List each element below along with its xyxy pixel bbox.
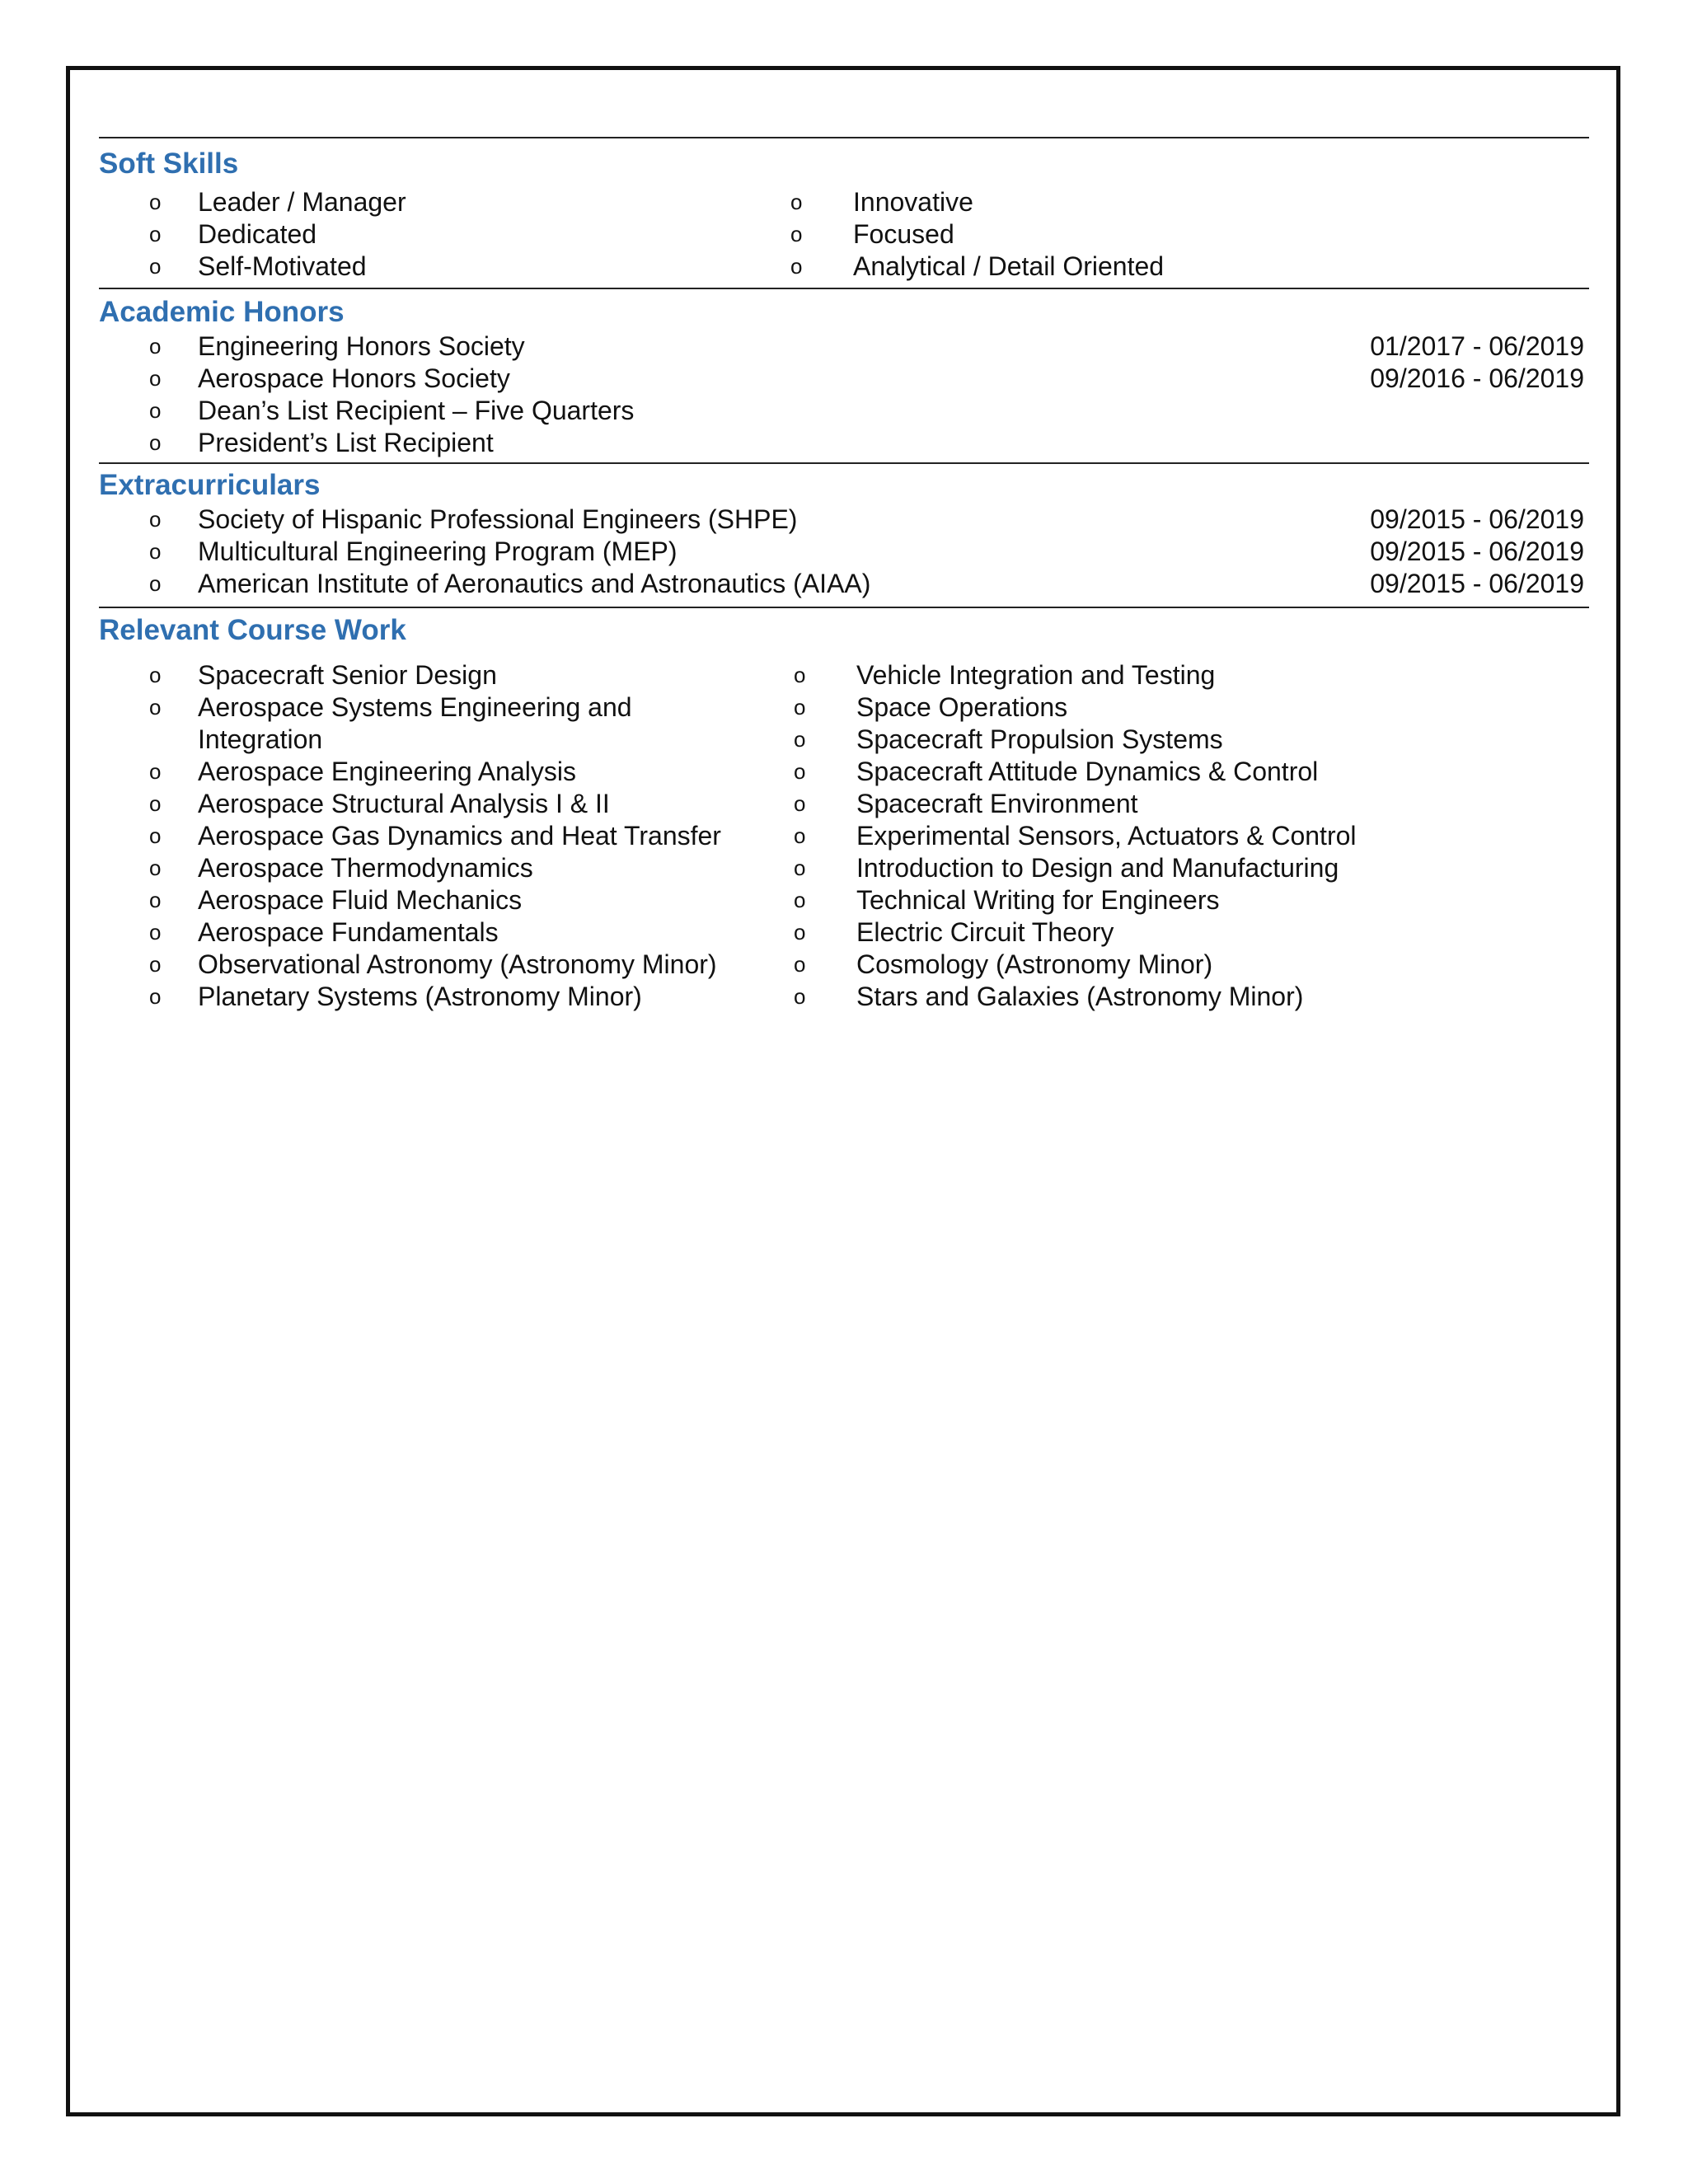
- list-item: [99, 691, 795, 756]
- item-label: Technical Writing for Engineers: [856, 885, 1220, 915]
- item-label: Space Operations: [856, 692, 1068, 722]
- coursework-section: [99, 612, 1589, 1013]
- list-item: [99, 427, 1589, 459]
- bullet-icon: o: [149, 190, 162, 214]
- item-date: 09/2016 - 06/2019: [1370, 363, 1584, 393]
- bullet-icon: o: [149, 254, 162, 279]
- item-label: Aerospace Fluid Mechanics: [198, 885, 523, 915]
- bullet-icon: o: [149, 222, 162, 246]
- soft-skills-columns: [99, 186, 1589, 283]
- bullet-icon: o: [794, 920, 806, 944]
- bullet-icon: o: [790, 222, 803, 246]
- list-item: [794, 916, 1587, 949]
- bullet-icon: o: [149, 398, 162, 423]
- item-label: Analytical / Detail Oriented: [853, 251, 1165, 281]
- bullet-icon: o: [794, 663, 806, 687]
- list-item: [99, 788, 795, 820]
- section-title: Relevant Course Work: [99, 614, 406, 646]
- list-item: [790, 186, 1584, 218]
- item-label: Aerospace Honors Society: [198, 363, 510, 393]
- bullet-icon: o: [794, 855, 806, 880]
- bullet-icon: o: [794, 695, 806, 719]
- list-item: [790, 218, 1584, 251]
- item-label: Aerospace Gas Dynamics and Heat Transfer: [198, 821, 721, 851]
- list-item: [794, 981, 1587, 1013]
- bullet-icon: o: [794, 888, 806, 912]
- list-item: [794, 756, 1587, 788]
- item-label: Engineering Honors Society: [198, 331, 525, 361]
- item-label: Vehicle Integration and Testing: [856, 660, 1216, 690]
- list-item: [99, 852, 795, 884]
- item-date: [1584, 427, 1589, 459]
- list-item: [99, 916, 795, 949]
- item-label: Spacecraft Propulsion Systems: [856, 724, 1223, 754]
- bullet-icon: o: [149, 539, 162, 564]
- section-divider: [99, 607, 1589, 608]
- item-label: Society of Hispanic Professional Engineers (SHPE): [198, 504, 798, 534]
- soft-skills-section: [99, 145, 1589, 283]
- list-item: [794, 884, 1587, 916]
- list-item: [99, 884, 795, 916]
- item-date: 09/2015 - 06/2019: [1370, 504, 1584, 534]
- item-label: Introduction to Design and Manufacturing: [856, 853, 1339, 883]
- list-item: [99, 820, 795, 852]
- list-item: [99, 186, 795, 218]
- list-item: [794, 788, 1587, 820]
- item-label: Cosmology (Astronomy Minor): [856, 949, 1213, 979]
- item-label: Dean’s List Recipient – Five Quarters: [198, 396, 635, 425]
- bullet-icon: o: [149, 952, 162, 977]
- section-divider: [99, 462, 1589, 464]
- bullet-icon: o: [794, 984, 806, 1009]
- item-label: Aerospace Fundamentals: [198, 917, 499, 947]
- bullet-icon: o: [149, 888, 162, 912]
- item-label: Planetary Systems (Astronomy Minor): [198, 982, 642, 1011]
- item-date: [1584, 395, 1589, 427]
- item-label: Aerospace Thermodynamics: [198, 853, 533, 883]
- soft-skills-left: [99, 186, 795, 283]
- item-label: Self-Motivated: [198, 251, 367, 281]
- list-item: [99, 659, 795, 691]
- bullet-icon: o: [149, 334, 162, 359]
- list-item: [99, 218, 795, 251]
- item-label: Spacecraft Environment: [856, 789, 1138, 818]
- list-item: [99, 330, 1589, 363]
- coursework-right: [794, 659, 1587, 1013]
- item-label: American Institute of Aeronautics and Astronautics (AIAA): [198, 569, 871, 598]
- bullet-icon: o: [149, 695, 162, 719]
- item-date: 01/2017 - 06/2019: [1370, 331, 1584, 361]
- item-label: Spacecraft Senior Design: [198, 660, 497, 690]
- item-label: Experimental Sensors, Actuators & Control: [856, 821, 1357, 851]
- section-title: Extracurriculars: [99, 469, 321, 501]
- bullet-icon: o: [149, 366, 162, 391]
- section-divider: [99, 137, 1589, 138]
- list-item: [794, 691, 1587, 724]
- item-date: 09/2015 - 06/2019: [1370, 569, 1584, 598]
- item-label: Aerospace Structural Analysis I & II: [198, 789, 610, 818]
- section-title: Soft Skills: [99, 148, 239, 180]
- bullet-icon: o: [149, 571, 162, 596]
- item-label: Innovative: [853, 187, 973, 217]
- section-title: Academic Honors: [99, 296, 345, 328]
- list-item: [99, 536, 1589, 568]
- item-label: Spacecraft Attitude Dynamics & Control: [856, 757, 1319, 786]
- item-label: Leader / Manager: [198, 187, 406, 217]
- item-label: Observational Astronomy (Astronomy Minor): [198, 949, 717, 979]
- bullet-icon: o: [149, 759, 162, 784]
- bullet-icon: o: [790, 254, 803, 279]
- item-label: Multicultural Engineering Program (MEP): [198, 537, 678, 566]
- coursework-left: [99, 659, 795, 1013]
- list-item: [790, 251, 1584, 283]
- item-date: 09/2015 - 06/2019: [1370, 537, 1584, 566]
- bullet-icon: o: [794, 791, 806, 816]
- item-label: Stars and Galaxies (Astronomy Minor): [856, 982, 1304, 1011]
- bullet-icon: o: [149, 920, 162, 944]
- list-item: [99, 363, 1589, 395]
- bullet-icon: o: [794, 727, 806, 752]
- list-item: [794, 852, 1587, 884]
- list-item: [794, 820, 1587, 852]
- list-item: [99, 251, 795, 283]
- bullet-icon: o: [794, 823, 806, 848]
- bullet-icon: o: [149, 984, 162, 1009]
- item-label: Aerospace Systems Engineering and Integration: [198, 692, 632, 754]
- item-label: President’s List Recipient: [198, 428, 494, 457]
- item-label: Aerospace Engineering Analysis: [198, 757, 576, 786]
- soft-skills-right: [790, 186, 1584, 283]
- list-item: [99, 756, 795, 788]
- list-item: [99, 981, 795, 1013]
- section-divider: [99, 288, 1589, 289]
- list-item: [794, 724, 1587, 756]
- item-label: Electric Circuit Theory: [856, 917, 1114, 947]
- extracurriculars-section: [99, 467, 1589, 600]
- resume-page: [99, 137, 1589, 1013]
- list-item: [794, 659, 1587, 691]
- academic-honors-section: [99, 294, 1589, 459]
- list-item: [99, 395, 1589, 427]
- bullet-icon: o: [790, 190, 803, 214]
- bullet-icon: o: [149, 823, 162, 848]
- list-item: [99, 504, 1589, 536]
- bullet-icon: o: [794, 952, 806, 977]
- bullet-icon: o: [794, 759, 806, 784]
- item-label: Dedicated: [198, 219, 317, 249]
- bullet-icon: o: [149, 791, 162, 816]
- list-item: [99, 949, 795, 981]
- coursework-columns: [99, 659, 1589, 1013]
- list-item: [99, 568, 1589, 600]
- bullet-icon: o: [149, 855, 162, 880]
- list-item: [794, 949, 1587, 981]
- bullet-icon: o: [149, 663, 162, 687]
- extracurriculars-list: [99, 504, 1589, 600]
- bullet-icon: o: [149, 430, 162, 455]
- academic-honors-list: [99, 330, 1589, 459]
- bullet-icon: o: [149, 507, 162, 532]
- item-label: Focused: [853, 219, 954, 249]
